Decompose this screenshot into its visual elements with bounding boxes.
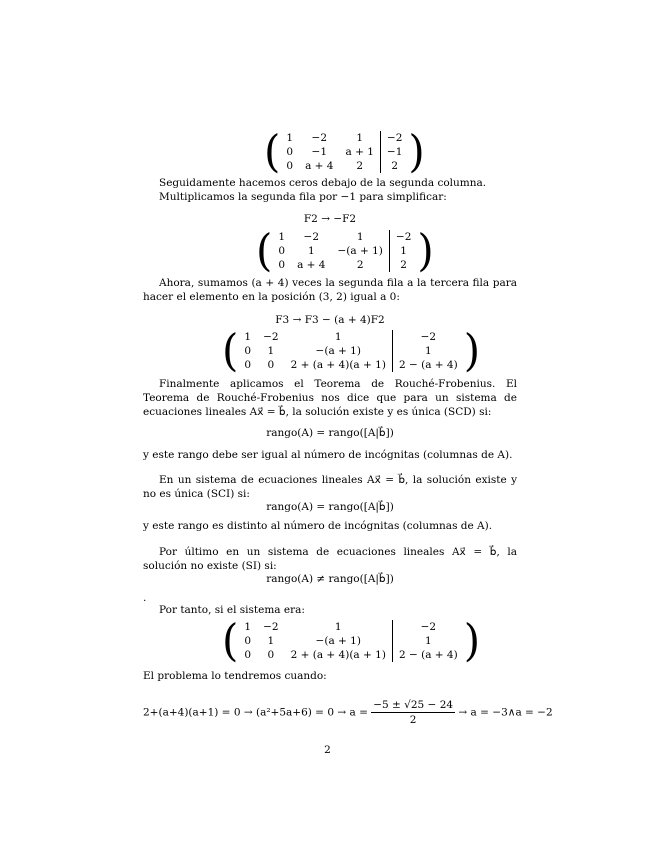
matrix-cell: 0 [278, 258, 286, 271]
matrix-cell: 1 [307, 244, 315, 257]
matrix-cell: 0 [286, 159, 294, 172]
matrix-cell: 2 + (a + 4)(a + 1) [290, 358, 386, 371]
left-paren: ( [222, 614, 239, 667]
paragraph: Por último en un sistema de ecuaciones lineales Ax⃗ = b⃗, la solución no existe (SI) si: [143, 546, 517, 572]
fraction-denominator: 2 [409, 714, 417, 726]
matrix-cell: 1 [244, 620, 252, 633]
right-paren: ) [417, 224, 434, 277]
matrix-1 [264, 125, 425, 178]
matrix-cell: −(a + 1) [315, 634, 361, 647]
matrix-cell: 1 [286, 131, 294, 144]
matrix-4 [222, 614, 481, 667]
matrix-cell: −2 [263, 330, 279, 343]
matrix-cell: 0 [267, 648, 275, 661]
matrix-cell: 0 [244, 344, 252, 357]
paragraph: y este rango debe ser igual al número de incógnitas (columnas de A). [143, 449, 513, 461]
matrix-cell: 2 − (a + 4) [392, 648, 463, 662]
matrix-cell: −2 [263, 620, 279, 633]
page-number: 2 [324, 744, 331, 756]
left-paren: ( [256, 224, 273, 277]
matrix-2 [256, 224, 434, 277]
equation: rango(A) = rango([A|b⃗]) [266, 427, 394, 439]
final-eq-left: 2+(a+4)(a+1) = 0 → (a²+5a+6) = 0 → a = [143, 706, 368, 719]
fraction-numerator: −5 ± √25 − 24 [373, 699, 454, 711]
matrix-cell: 0 [244, 634, 252, 647]
matrix-2-table [272, 230, 417, 272]
final-eq-right: → a = −3∧a = −2 [458, 706, 553, 719]
table-row [238, 648, 463, 662]
matrix-cell: 2 [389, 258, 417, 272]
table-row [280, 131, 408, 145]
equation: rango(A) = rango([A|b⃗]) [266, 501, 394, 513]
table-row [238, 634, 463, 648]
matrix-cell: 0 [267, 358, 275, 371]
matrix-cell: 1 [392, 344, 463, 358]
matrix-cell: −2 [311, 131, 328, 144]
matrix-cell: −1 [311, 145, 328, 158]
matrix-4-table [238, 620, 463, 662]
right-paren: ) [463, 614, 481, 667]
table-row [280, 145, 408, 159]
matrix-cell: a + 1 [345, 145, 374, 158]
matrix-cell: −2 [392, 620, 463, 634]
table-row [238, 620, 463, 634]
paragraph: Ahora, sumamos (a + 4) veces la segunda fila a la tercera fila para hacer el elemento en la posición (3, 2) igual a 0: [143, 277, 517, 303]
right-paren: ) [463, 324, 481, 377]
matrix-cell: −1 [380, 145, 408, 159]
table-row [280, 159, 408, 173]
matrix-cell: −2 [303, 230, 320, 243]
table-row [238, 344, 463, 358]
matrix-1-table [280, 131, 408, 173]
matrix-cell: 0 [278, 244, 286, 257]
paragraph: Multiplicamos la segunda fila por −1 para simplificar: [159, 191, 447, 203]
paragraph: Finalmente aplicamos el Teorema de Rouché-Frobenius. El Teorema de Rouché-Frobenius nos dice que para un sistema de ecuaciones lineales Ax⃗ = b⃗, la solución existe y es única (SCD) si: [143, 378, 517, 418]
matrix-cell: 1 [334, 620, 342, 633]
matrix-cell: 1 [356, 131, 364, 144]
matrix-cell: 1 [334, 330, 342, 343]
table-row [238, 358, 463, 372]
matrix-cell: −(a + 1) [337, 244, 383, 257]
matrix-cell: 0 [244, 358, 252, 371]
matrix-cell: 1 [356, 230, 364, 243]
matrix-cell: 2 [380, 159, 408, 173]
matrix-cell: −2 [392, 330, 463, 344]
paragraph: El problema lo tendremos cuando: [143, 670, 327, 682]
final-equation [143, 698, 553, 727]
matrix-cell: a + 4 [305, 159, 334, 172]
left-paren: ( [264, 125, 281, 178]
matrix-cell: 1 [267, 344, 275, 357]
dot: . [143, 592, 147, 604]
paragraph: En un sistema de ecuaciones lineales Ax⃗ = b⃗, la solución existe y no es única (SCI) si: [143, 474, 517, 500]
matrix-cell: 0 [286, 145, 294, 158]
matrix-3-table [238, 330, 463, 372]
table-row [272, 230, 417, 244]
matrix-cell: 2 + (a + 4)(a + 1) [290, 648, 386, 661]
left-paren: ( [222, 324, 239, 377]
matrix-cell: −2 [380, 131, 408, 145]
row-operation: F2 → −F2 [303, 213, 357, 225]
matrix-cell: 2 [356, 159, 364, 172]
paragraph: Por tanto, si el sistema era: [159, 604, 305, 616]
matrix-cell: 1 [392, 634, 463, 648]
fraction [371, 698, 455, 727]
table-row [238, 330, 463, 344]
matrix-cell: 1 [389, 244, 417, 258]
matrix-cell: a + 4 [297, 258, 326, 271]
right-paren: ) [408, 125, 425, 178]
table-row [272, 258, 417, 272]
matrix-cell: 0 [244, 648, 252, 661]
matrix-cell: 2 [356, 258, 364, 271]
matrix-cell: −(a + 1) [315, 344, 361, 357]
matrix-cell: 1 [267, 634, 275, 647]
matrix-cell: 1 [278, 230, 286, 243]
matrix-3 [222, 324, 481, 377]
table-row [272, 244, 417, 258]
paragraph: y este rango es distinto al número de incógnitas (columnas de A). [143, 520, 493, 532]
matrix-cell: 1 [244, 330, 252, 343]
equation: rango(A) ≠ rango([A|b⃗]) [266, 573, 394, 585]
paragraph: Seguidamente hacemos ceros debajo de la segunda columna. [159, 177, 487, 189]
matrix-cell: −2 [389, 230, 417, 244]
row-operation: F3 → F3 − (a + 4)F2 [275, 314, 385, 326]
matrix-cell: 2 − (a + 4) [392, 358, 463, 372]
